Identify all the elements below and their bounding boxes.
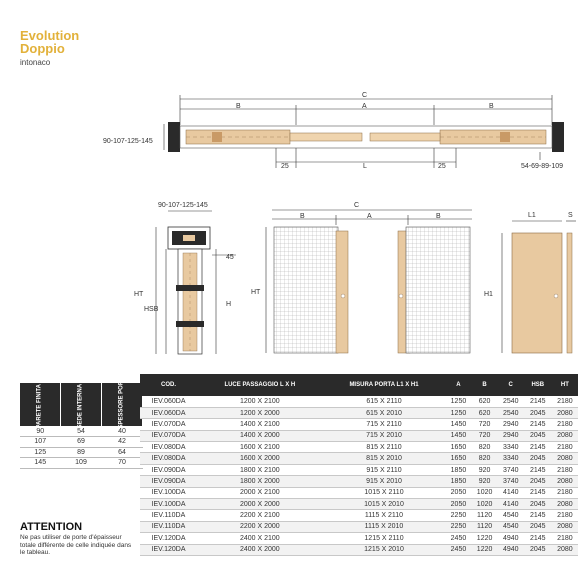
- table-cell: 2180: [552, 533, 578, 544]
- table-cell: 3740: [498, 464, 524, 475]
- table-cell: 915 X 2110: [323, 464, 446, 475]
- section-h-label: H: [226, 301, 232, 308]
- table-cell: 1115 X 2110: [323, 510, 446, 521]
- table-cell: 2050: [445, 487, 471, 498]
- table-cell: IEV.100DA: [140, 499, 197, 510]
- table-cell: 2400 X 2000: [197, 544, 323, 555]
- table-row: [20, 458, 143, 469]
- table-cell: 1220: [472, 544, 498, 555]
- title-line-1: Evolution: [20, 28, 80, 43]
- table-cell: 720: [472, 430, 498, 441]
- table-cell: 2045: [524, 544, 552, 555]
- table-cell: 2250: [445, 510, 471, 521]
- table-cell: 1015 X 2110: [323, 487, 446, 498]
- table-cell: 1200 X 2000: [197, 407, 323, 418]
- column-header: C: [498, 374, 524, 396]
- table-cell: 1020: [472, 499, 498, 510]
- table-cell: 1800 X 2100: [197, 464, 323, 475]
- attention-note: [20, 521, 135, 557]
- table-row: [140, 396, 578, 407]
- table-cell: 920: [472, 464, 498, 475]
- table-cell: 2045: [524, 430, 552, 441]
- table-cell: 1215 X 2010: [323, 544, 446, 555]
- table-cell: 54: [61, 426, 102, 437]
- table-cell: 109: [61, 458, 102, 469]
- table-cell: 1200 X 2100: [197, 396, 323, 407]
- section-drawing: [0, 195, 240, 365]
- table-row: [140, 544, 578, 555]
- section-hsb-label: HSB: [144, 306, 159, 313]
- table-cell: 2080: [552, 476, 578, 487]
- table-cell: 2145: [524, 533, 552, 544]
- column-header: LUCE PASSAGGIO L X H: [197, 374, 323, 396]
- table-cell: 1020: [472, 487, 498, 498]
- table-cell: 2080: [552, 453, 578, 464]
- table-cell: 3740: [498, 476, 524, 487]
- column-header: COD.: [140, 374, 197, 396]
- col-header-sede: SEDE INTERNA: [61, 383, 102, 426]
- table-cell: 145: [20, 458, 61, 469]
- table-row: [20, 437, 143, 448]
- attention-heading: ATTENTION: [20, 521, 83, 533]
- table-cell: IEV.120DA: [140, 533, 197, 544]
- table-row: [140, 453, 578, 464]
- table-row: [140, 487, 578, 498]
- table-cell: 2940: [498, 430, 524, 441]
- attention-text: Ne pas utiliser de porte d'épaisseur totale différente de celle indiquée dans le tableau.: [20, 534, 132, 556]
- section-wall-label: 90-107-125-145: [158, 202, 208, 209]
- table-cell: 820: [472, 453, 498, 464]
- table-row: [140, 521, 578, 532]
- table-cell: 1850: [445, 476, 471, 487]
- table-cell: 4540: [498, 521, 524, 532]
- column-header: B: [472, 374, 498, 396]
- table-cell: 915 X 2010: [323, 476, 446, 487]
- table-cell: 2180: [552, 442, 578, 453]
- table-cell: 89: [61, 447, 102, 458]
- column-header: MISURA PORTA L1 X H1: [323, 374, 446, 396]
- table-cell: IEV.080DA: [140, 453, 197, 464]
- table-cell: IEV.120DA: [140, 544, 197, 555]
- table-cell: 820: [472, 442, 498, 453]
- table-cell: 2450: [445, 533, 471, 544]
- table-cell: IEV.110DA: [140, 521, 197, 532]
- table-cell: 920: [472, 476, 498, 487]
- table-cell: 1120: [472, 521, 498, 532]
- table-cell: 2180: [552, 464, 578, 475]
- table-cell: 2145: [524, 396, 552, 407]
- table-row: [140, 407, 578, 418]
- dim-l-label: L: [363, 163, 367, 170]
- wall-thickness-right: 54-69-89-109: [521, 163, 564, 170]
- table-cell: IEV.100DA: [140, 487, 197, 498]
- table-cell: 1115 X 2010: [323, 521, 446, 532]
- front-b-right-label: B: [436, 213, 441, 220]
- col-header-spessore: SPESSORE PORTA "S": [102, 383, 143, 426]
- table-row: [140, 476, 578, 487]
- table-cell: 3340: [498, 442, 524, 453]
- table-cell: 64: [102, 447, 143, 458]
- table-cell: 1220: [472, 533, 498, 544]
- table-cell: 2080: [552, 521, 578, 532]
- section-ht-label: HT: [134, 291, 144, 298]
- table-cell: 1250: [445, 396, 471, 407]
- table-row: [20, 447, 143, 458]
- front-elevation-drawing: [240, 195, 480, 365]
- table-cell: 2080: [552, 499, 578, 510]
- door-s-label: S: [568, 212, 573, 219]
- table-cell: IEV.070DA: [140, 419, 197, 430]
- column-header: A: [445, 374, 471, 396]
- table-cell: 2180: [552, 396, 578, 407]
- table-cell: 1450: [445, 430, 471, 441]
- table-cell: 1400 X 2000: [197, 430, 323, 441]
- table-cell: 1250: [445, 407, 471, 418]
- wall-thickness-table: [20, 362, 143, 469]
- dim-25-right: 25: [438, 163, 446, 170]
- table-row: [140, 419, 578, 430]
- dimensions-table: [140, 374, 578, 556]
- table-cell: 2145: [524, 419, 552, 430]
- dim-b-left-label: B: [236, 103, 241, 110]
- table-cell: 2045: [524, 476, 552, 487]
- dim-25-left: 25: [281, 163, 289, 170]
- table-cell: 2180: [552, 419, 578, 430]
- table-cell: 1650: [445, 453, 471, 464]
- table-cell: 90: [20, 426, 61, 437]
- table-cell: 2045: [524, 407, 552, 418]
- table-cell: 615 X 2110: [323, 396, 446, 407]
- table-cell: 715 X 2110: [323, 419, 446, 430]
- table-cell: 1450: [445, 419, 471, 430]
- table-cell: 815 X 2010: [323, 453, 446, 464]
- table-cell: 4940: [498, 544, 524, 555]
- front-a-label: A: [367, 213, 372, 220]
- table-cell: 2145: [524, 464, 552, 475]
- section-45-label: 45: [226, 254, 234, 261]
- table-cell: 1600 X 2000: [197, 453, 323, 464]
- table-cell: 69: [61, 437, 102, 448]
- dim-a-label: A: [362, 103, 367, 110]
- table-cell: 2145: [524, 510, 552, 521]
- table-cell: 42: [102, 437, 143, 448]
- top-plan-drawing: [0, 0, 588, 200]
- table-cell: 2145: [524, 442, 552, 453]
- dim-c-label: C: [362, 92, 368, 99]
- table-cell: 1120: [472, 510, 498, 521]
- table-cell: 70: [102, 458, 143, 469]
- table-cell: 2145: [524, 487, 552, 498]
- table-cell: 2180: [552, 510, 578, 521]
- table-cell: 2180: [552, 487, 578, 498]
- table-cell: 2080: [552, 407, 578, 418]
- table-cell: 2000 X 2100: [197, 487, 323, 498]
- table-cell: 2000 X 2000: [197, 499, 323, 510]
- table-cell: IEV.110DA: [140, 510, 197, 521]
- front-ht-label: HT: [251, 289, 261, 296]
- table-cell: 1600 X 2100: [197, 442, 323, 453]
- table-cell: 1015 X 2010: [323, 499, 446, 510]
- table-cell: 2080: [552, 430, 578, 441]
- table-cell: IEV.060DA: [140, 396, 197, 407]
- front-b-left-label: B: [300, 213, 305, 220]
- wall-thickness-left: 90-107-125-145: [103, 138, 153, 145]
- table-cell: 815 X 2110: [323, 442, 446, 453]
- table-cell: 2940: [498, 419, 524, 430]
- table-cell: 615 X 2010: [323, 407, 446, 418]
- door-leaf-drawing: [478, 195, 586, 365]
- table-cell: 2200 X 2100: [197, 510, 323, 521]
- table-cell: 2045: [524, 499, 552, 510]
- table-cell: 2045: [524, 521, 552, 532]
- title-line-2: Doppio: [20, 41, 65, 56]
- table-cell: 2540: [498, 407, 524, 418]
- table-cell: 1215 X 2110: [323, 533, 446, 544]
- table-row: [140, 499, 578, 510]
- door-l1-label: L1: [528, 212, 536, 219]
- table-cell: 1400 X 2100: [197, 419, 323, 430]
- table-cell: IEV.090DA: [140, 476, 197, 487]
- table-row: [140, 533, 578, 544]
- table-row: [140, 510, 578, 521]
- subtitle: intonaco: [20, 58, 51, 67]
- table-cell: 2250: [445, 521, 471, 532]
- table-cell: 2540: [498, 396, 524, 407]
- col-header-parete: PARETE FINITA: [20, 383, 61, 426]
- table-row: [140, 464, 578, 475]
- table-row: [140, 430, 578, 441]
- table-cell: 2080: [552, 544, 578, 555]
- table-cell: 1650: [445, 442, 471, 453]
- table-cell: 620: [472, 407, 498, 418]
- table-cell: 2050: [445, 499, 471, 510]
- table-cell: IEV.060DA: [140, 407, 197, 418]
- table-cell: 2200 X 2000: [197, 521, 323, 532]
- table-cell: 4540: [498, 510, 524, 521]
- table-cell: IEV.090DA: [140, 464, 197, 475]
- table-cell: 2045: [524, 453, 552, 464]
- table-cell: IEV.070DA: [140, 430, 197, 441]
- table-cell: 4140: [498, 499, 524, 510]
- front-c-label: C: [354, 202, 360, 209]
- column-header: HT: [552, 374, 578, 396]
- table-cell: 2450: [445, 544, 471, 555]
- door-h1-label: H1: [484, 291, 493, 298]
- table-cell: 3340: [498, 453, 524, 464]
- table-cell: 40: [102, 426, 143, 437]
- dim-b-right-label: B: [489, 103, 494, 110]
- table-cell: IEV.080DA: [140, 442, 197, 453]
- table-cell: 1800 X 2000: [197, 476, 323, 487]
- table-cell: 620: [472, 396, 498, 407]
- table-cell: 715 X 2010: [323, 430, 446, 441]
- table-row: [140, 442, 578, 453]
- table-cell: 720: [472, 419, 498, 430]
- table-cell: 1850: [445, 464, 471, 475]
- table-cell: 4940: [498, 533, 524, 544]
- table-cell: 2400 X 2100: [197, 533, 323, 544]
- column-header: HSB: [524, 374, 552, 396]
- table-cell: 125: [20, 447, 61, 458]
- table-cell: 4140: [498, 487, 524, 498]
- table-cell: 107: [20, 437, 61, 448]
